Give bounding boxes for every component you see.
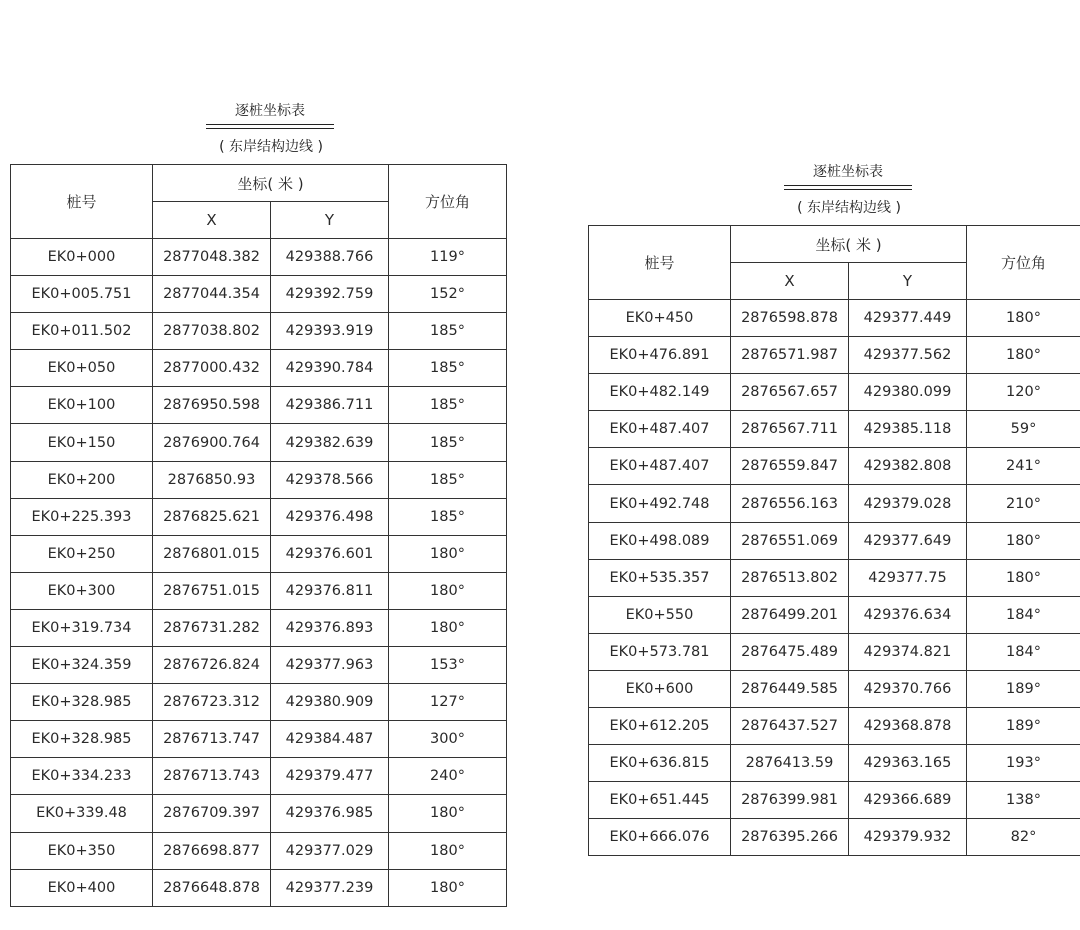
y-cell: 429382.639: [271, 424, 389, 461]
y-cell: 429377.449: [849, 300, 967, 337]
azimuth-cell: 185°: [389, 387, 507, 424]
x-cell: 2876475.489: [731, 633, 849, 670]
azimuth-cell: 138°: [967, 782, 1080, 819]
x-cell: 2876395.266: [731, 819, 849, 856]
table-row: [589, 819, 1080, 856]
stake-cell: EK0+487.407: [589, 448, 731, 485]
table1-title-underline: [206, 124, 334, 125]
stake-cell: EK0+612.205: [589, 708, 731, 745]
table2-title-underline-2: [784, 189, 912, 190]
table1-title: 逐桩坐标表: [235, 103, 305, 119]
y-cell: 429393.919: [271, 313, 389, 350]
x-cell: 2876567.657: [731, 374, 849, 411]
y-cell: 429377.029: [271, 832, 389, 869]
azimuth-cell: 184°: [967, 596, 1080, 633]
y-cell: 429379.477: [271, 758, 389, 795]
y-cell: 429376.985: [271, 795, 389, 832]
azimuth-cell: 152°: [389, 276, 507, 313]
y-cell: 429382.808: [849, 448, 967, 485]
azimuth-cell: 185°: [389, 424, 507, 461]
azimuth-cell: 193°: [967, 745, 1080, 782]
y-cell: 429379.028: [849, 485, 967, 522]
x-cell: 2876900.764: [153, 424, 271, 461]
y-cell: 429392.759: [271, 276, 389, 313]
stake-cell: EK0+011.502: [11, 313, 153, 350]
azimuth-cell: 300°: [389, 721, 507, 758]
stake-cell: EK0+300: [11, 572, 153, 609]
table-row: [11, 461, 507, 498]
table1-title-underline-2: [206, 128, 334, 129]
table2-header-azimuth: 方位角: [967, 226, 1080, 300]
table-row: [589, 411, 1080, 448]
stake-cell: EK0+550: [589, 596, 731, 633]
table1-header-azimuth: 方位角: [389, 165, 507, 239]
x-cell: 2876413.59: [731, 745, 849, 782]
stake-cell: EK0+482.149: [589, 374, 731, 411]
stake-cell: EK0+250: [11, 535, 153, 572]
stake-cell: EK0+487.407: [589, 411, 731, 448]
table2-header-y: Y: [849, 263, 967, 300]
table-row: [589, 745, 1080, 782]
y-cell: 429376.811: [271, 572, 389, 609]
x-cell: 2876698.877: [153, 832, 271, 869]
stake-cell: EK0+150: [11, 424, 153, 461]
y-cell: 429377.75: [849, 559, 967, 596]
table-row: [11, 684, 507, 721]
table2: [588, 225, 1080, 856]
stake-cell: EK0+050: [11, 350, 153, 387]
y-cell: 429379.932: [849, 819, 967, 856]
y-cell: 429368.878: [849, 708, 967, 745]
x-cell: 2877000.432: [153, 350, 271, 387]
y-cell: 429380.099: [849, 374, 967, 411]
stake-cell: EK0+350: [11, 832, 153, 869]
table-row: [589, 708, 1080, 745]
table-row: [11, 609, 507, 646]
x-cell: 2876513.802: [731, 559, 849, 596]
azimuth-cell: 184°: [967, 633, 1080, 670]
x-cell: 2877044.354: [153, 276, 271, 313]
y-cell: 429386.711: [271, 387, 389, 424]
azimuth-cell: 185°: [389, 350, 507, 387]
table-row: [11, 276, 507, 313]
stake-cell: EK0+225.393: [11, 498, 153, 535]
table-row: [11, 832, 507, 869]
x-cell: 2876731.282: [153, 609, 271, 646]
table-row: [589, 448, 1080, 485]
y-cell: 429378.566: [271, 461, 389, 498]
table1-header-coord: 坐标( 米 ): [153, 165, 389, 202]
stake-cell: EK0+498.089: [589, 522, 731, 559]
azimuth-cell: 180°: [967, 337, 1080, 374]
x-cell: 2876571.987: [731, 337, 849, 374]
stake-cell: EK0+200: [11, 461, 153, 498]
x-cell: 2876437.527: [731, 708, 849, 745]
azimuth-cell: 210°: [967, 485, 1080, 522]
stake-cell: EK0+100: [11, 387, 153, 424]
table2-title: 逐桩坐标表: [813, 164, 883, 180]
table1-header-y: Y: [271, 202, 389, 239]
azimuth-cell: 180°: [389, 572, 507, 609]
azimuth-cell: 119°: [389, 239, 507, 276]
x-cell: 2876648.878: [153, 869, 271, 906]
x-cell: 2876567.711: [731, 411, 849, 448]
table-row: [589, 782, 1080, 819]
azimuth-cell: 180°: [967, 522, 1080, 559]
table-row: [589, 485, 1080, 522]
table1-header-stake: 桩号: [11, 165, 153, 239]
table-row: [589, 596, 1080, 633]
azimuth-cell: 185°: [389, 313, 507, 350]
azimuth-cell: 180°: [389, 535, 507, 572]
azimuth-cell: 180°: [389, 609, 507, 646]
table-row: [11, 239, 507, 276]
azimuth-cell: 180°: [967, 559, 1080, 596]
y-cell: 429366.689: [849, 782, 967, 819]
azimuth-cell: 180°: [967, 300, 1080, 337]
stake-cell: EK0+000: [11, 239, 153, 276]
table-row: [11, 535, 507, 572]
azimuth-cell: 241°: [967, 448, 1080, 485]
y-cell: 429376.893: [271, 609, 389, 646]
table2-header-x: X: [731, 263, 849, 300]
table-row: [11, 795, 507, 832]
azimuth-cell: 185°: [389, 461, 507, 498]
x-cell: 2876556.163: [731, 485, 849, 522]
x-cell: 2876801.015: [153, 535, 271, 572]
azimuth-cell: 180°: [389, 869, 507, 906]
y-cell: 429377.239: [271, 869, 389, 906]
stake-cell: EK0+636.815: [589, 745, 731, 782]
x-cell: 2876598.878: [731, 300, 849, 337]
table-row: [589, 522, 1080, 559]
table-row: [11, 350, 507, 387]
stake-cell: EK0+450: [589, 300, 731, 337]
y-cell: 429384.487: [271, 721, 389, 758]
table-row: [11, 758, 507, 795]
azimuth-cell: 189°: [967, 708, 1080, 745]
table-row: [11, 313, 507, 350]
azimuth-cell: 180°: [389, 795, 507, 832]
azimuth-cell: 189°: [967, 670, 1080, 707]
azimuth-cell: 153°: [389, 647, 507, 684]
y-cell: 429376.634: [849, 596, 967, 633]
table-row: [11, 498, 507, 535]
table-row: [589, 559, 1080, 596]
y-cell: 429377.649: [849, 522, 967, 559]
table-row: [589, 374, 1080, 411]
table-row: [589, 633, 1080, 670]
stake-cell: EK0+328.985: [11, 684, 153, 721]
y-cell: 429376.601: [271, 535, 389, 572]
table2-header-stake: 桩号: [589, 226, 731, 300]
azimuth-cell: 180°: [389, 832, 507, 869]
x-cell: 2876751.015: [153, 572, 271, 609]
azimuth-cell: 240°: [389, 758, 507, 795]
table-row: [11, 424, 507, 461]
x-cell: 2876950.598: [153, 387, 271, 424]
x-cell: 2876399.981: [731, 782, 849, 819]
y-cell: 429363.165: [849, 745, 967, 782]
table-row: [11, 387, 507, 424]
x-cell: 2877038.802: [153, 313, 271, 350]
table-row: [589, 337, 1080, 374]
stake-cell: EK0+492.748: [589, 485, 731, 522]
x-cell: 2876713.747: [153, 721, 271, 758]
azimuth-cell: 127°: [389, 684, 507, 721]
stake-cell: EK0+535.357: [589, 559, 731, 596]
table1-subtitle: ( 东岸结构边线 ): [219, 139, 323, 155]
x-cell: 2876825.621: [153, 498, 271, 535]
y-cell: 429374.821: [849, 633, 967, 670]
stake-cell: EK0+600: [589, 670, 731, 707]
x-cell: 2877048.382: [153, 239, 271, 276]
table-row: [11, 572, 507, 609]
stake-cell: EK0+334.233: [11, 758, 153, 795]
y-cell: 429385.118: [849, 411, 967, 448]
y-cell: 429377.963: [271, 647, 389, 684]
azimuth-cell: 82°: [967, 819, 1080, 856]
stake-cell: EK0+328.985: [11, 721, 153, 758]
table-row: [589, 670, 1080, 707]
y-cell: 429388.766: [271, 239, 389, 276]
y-cell: 429376.498: [271, 498, 389, 535]
y-cell: 429380.909: [271, 684, 389, 721]
x-cell: 2876723.312: [153, 684, 271, 721]
table-row: [11, 721, 507, 758]
table2-subtitle: ( 东岸结构边线 ): [797, 200, 901, 216]
stake-cell: EK0+651.445: [589, 782, 731, 819]
x-cell: 2876709.397: [153, 795, 271, 832]
azimuth-cell: 185°: [389, 498, 507, 535]
y-cell: 429390.784: [271, 350, 389, 387]
x-cell: 2876713.743: [153, 758, 271, 795]
table2-title-underline: [784, 185, 912, 186]
stake-cell: EK0+319.734: [11, 609, 153, 646]
stake-cell: EK0+005.751: [11, 276, 153, 313]
table1: [10, 164, 507, 907]
azimuth-cell: 120°: [967, 374, 1080, 411]
azimuth-cell: 59°: [967, 411, 1080, 448]
x-cell: 2876499.201: [731, 596, 849, 633]
x-cell: 2876559.847: [731, 448, 849, 485]
table-row: [11, 647, 507, 684]
x-cell: 2876726.824: [153, 647, 271, 684]
table-row: [11, 869, 507, 906]
x-cell: 2876850.93: [153, 461, 271, 498]
stake-cell: EK0+666.076: [589, 819, 731, 856]
stake-cell: EK0+476.891: [589, 337, 731, 374]
stake-cell: EK0+324.359: [11, 647, 153, 684]
y-cell: 429377.562: [849, 337, 967, 374]
table-row: [589, 300, 1080, 337]
table2-header-coord: 坐标( 米 ): [731, 226, 967, 263]
stake-cell: EK0+400: [11, 869, 153, 906]
x-cell: 2876551.069: [731, 522, 849, 559]
stake-cell: EK0+573.781: [589, 633, 731, 670]
table1-header-x: X: [153, 202, 271, 239]
stake-cell: EK0+339.48: [11, 795, 153, 832]
y-cell: 429370.766: [849, 670, 967, 707]
x-cell: 2876449.585: [731, 670, 849, 707]
